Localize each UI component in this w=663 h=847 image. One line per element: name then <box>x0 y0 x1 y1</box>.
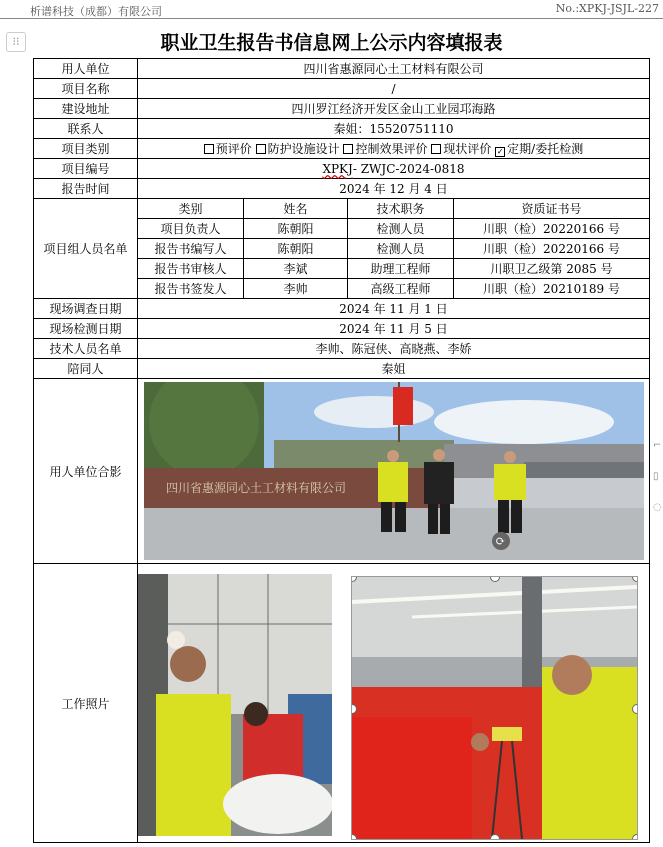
member-title[interactable]: 检测人员 <box>348 239 454 259</box>
member-role[interactable]: 报告书编写人 <box>138 239 244 259</box>
member-cert[interactable]: 川职（检）20210189 号 <box>454 279 650 299</box>
category-option[interactable]: 控制效果评价 <box>343 142 427 156</box>
right-edge-toolbar <box>653 440 663 533</box>
members-header-cell: 姓名 <box>244 199 348 219</box>
edge-tab-icon[interactable]: ⌐ <box>653 440 662 451</box>
group-photo-image <box>144 382 644 560</box>
resize-handle[interactable] <box>490 834 500 840</box>
row-escort <box>34 359 650 379</box>
work-photos-label: 工作照片 <box>34 564 138 843</box>
group-photo-label: 用人单位合影 <box>34 379 138 564</box>
checkbox-icon[interactable] <box>204 144 214 154</box>
member-name[interactable]: 李帅 <box>244 279 348 299</box>
member-role[interactable]: 报告书签发人 <box>138 279 244 299</box>
work-photo-2-image <box>352 577 637 839</box>
resize-handle[interactable] <box>632 834 638 840</box>
report-date-label: 报告时间 <box>34 179 138 199</box>
member-name[interactable]: 陈朝阳 <box>244 239 348 259</box>
row-unit <box>34 59 650 79</box>
row-project-name <box>34 79 650 99</box>
contact-label: 联系人 <box>34 119 138 139</box>
member-name[interactable]: 陈朝阳 <box>244 219 348 239</box>
page-header <box>0 0 663 19</box>
group-photo[interactable] <box>144 382 644 560</box>
project-no-suffix: - ZWJC-2024-0818 <box>352 161 465 176</box>
member-role[interactable]: 项目负责人 <box>138 219 244 239</box>
checkbox-icon[interactable] <box>256 144 266 154</box>
address-value[interactable]: 四川罗江经济开发区金山工业园邛海路 <box>138 99 650 119</box>
member-cert[interactable]: 川职卫乙级第 2085 号 <box>454 259 650 279</box>
member-title[interactable]: 高级工程师 <box>348 279 454 299</box>
tech-staff-label: 技术人员名单 <box>34 339 138 359</box>
rotate-icon[interactable]: ⟳ <box>492 532 510 550</box>
work-photos-container <box>138 568 650 838</box>
form-table <box>33 58 650 843</box>
test-date-value[interactable]: 2024 年 11 月 5 日 <box>138 319 650 339</box>
row-category <box>34 139 650 159</box>
svg-text:四川省惠源同心土工材料有限公司: 四川省惠源同心土工材料有限公司 <box>165 481 346 495</box>
members-header-cell: 技术职务 <box>348 199 454 219</box>
row-contact <box>34 119 650 139</box>
member-title[interactable]: 检测人员 <box>348 219 454 239</box>
unit-value[interactable]: 四川省惠源同心土工材料有限公司 <box>138 59 650 79</box>
checked-checkbox-icon[interactable]: ✓ <box>496 147 504 156</box>
work-photo-2[interactable] <box>351 576 638 840</box>
member-cert[interactable]: 川职（检）20220166 号 <box>454 219 650 239</box>
row-survey-date <box>34 299 650 319</box>
checkbox-icon[interactable] <box>343 144 353 154</box>
members-header-cell: 类别 <box>138 199 244 219</box>
tech-staff-value[interactable]: 李帅、陈冠侠、高晓燕、李娇 <box>138 339 650 359</box>
resize-handle[interactable] <box>632 704 638 714</box>
category-options <box>138 139 650 159</box>
members-header-cell: 资质证书号 <box>454 199 650 219</box>
project-name-value[interactable]: / <box>138 79 650 99</box>
survey-date-value[interactable]: 2024 年 11 月 1 日 <box>138 299 650 319</box>
company-name: 析谱科技（成都）有限公司 <box>30 5 162 18</box>
edge-tab-icon[interactable]: ◌ <box>653 502 662 513</box>
row-address <box>34 99 650 119</box>
escort-label: 陪同人 <box>34 359 138 379</box>
test-date-label: 现场检测日期 <box>34 319 138 339</box>
project-name-label: 项目名称 <box>34 79 138 99</box>
project-no-prefix: XPKJ <box>322 161 353 176</box>
category-option[interactable]: ✓ 定期/委托检测 <box>496 142 584 156</box>
document-number: No.:XPKJ-JSJL-227 <box>555 2 659 15</box>
row-report-date <box>34 179 650 199</box>
category-label: 项目类别 <box>34 139 138 159</box>
member-title[interactable]: 助理工程师 <box>348 259 454 279</box>
project-no-value[interactable] <box>138 159 650 179</box>
row-project-no <box>34 159 650 179</box>
project-no-label: 项目编号 <box>34 159 138 179</box>
address-label: 建设地址 <box>34 99 138 119</box>
report-date-value[interactable]: 2024 年 12 月 4 日 <box>138 179 650 199</box>
page-title: 职业卫生报告书信息网上公示内容填报表 <box>160 32 503 54</box>
checkbox-icon[interactable] <box>431 144 441 154</box>
members-label: 项目组人员名单 <box>34 199 138 299</box>
row-group-photo <box>34 379 650 564</box>
unit-label: 用人单位 <box>34 59 138 79</box>
work-photos-cell <box>138 564 650 843</box>
row-tech-staff <box>34 339 650 359</box>
member-name[interactable]: 李斌 <box>244 259 348 279</box>
category-option[interactable]: 防护设施设计 <box>256 142 340 156</box>
members-header-row <box>34 199 650 219</box>
row-test-date <box>34 319 650 339</box>
category-option[interactable]: 现状评价 <box>431 142 491 156</box>
edge-tab-icon[interactable]: ▯ <box>653 471 659 482</box>
work-photo-1-image <box>138 574 332 836</box>
work-photo-1[interactable] <box>138 574 332 836</box>
escort-value[interactable]: 秦姐 <box>138 359 650 379</box>
table-move-handle[interactable]: ⁝⁝ <box>6 32 26 52</box>
survey-date-label: 现场调查日期 <box>34 299 138 319</box>
member-role[interactable]: 报告书审核人 <box>138 259 244 279</box>
row-work-photos <box>34 564 650 843</box>
category-option[interactable]: 预评价 <box>204 142 252 156</box>
contact-value[interactable]: 秦姐：15520751110 <box>138 119 650 139</box>
member-cert[interactable]: 川职（检）20220166 号 <box>454 239 650 259</box>
group-photo-cell <box>138 379 650 564</box>
